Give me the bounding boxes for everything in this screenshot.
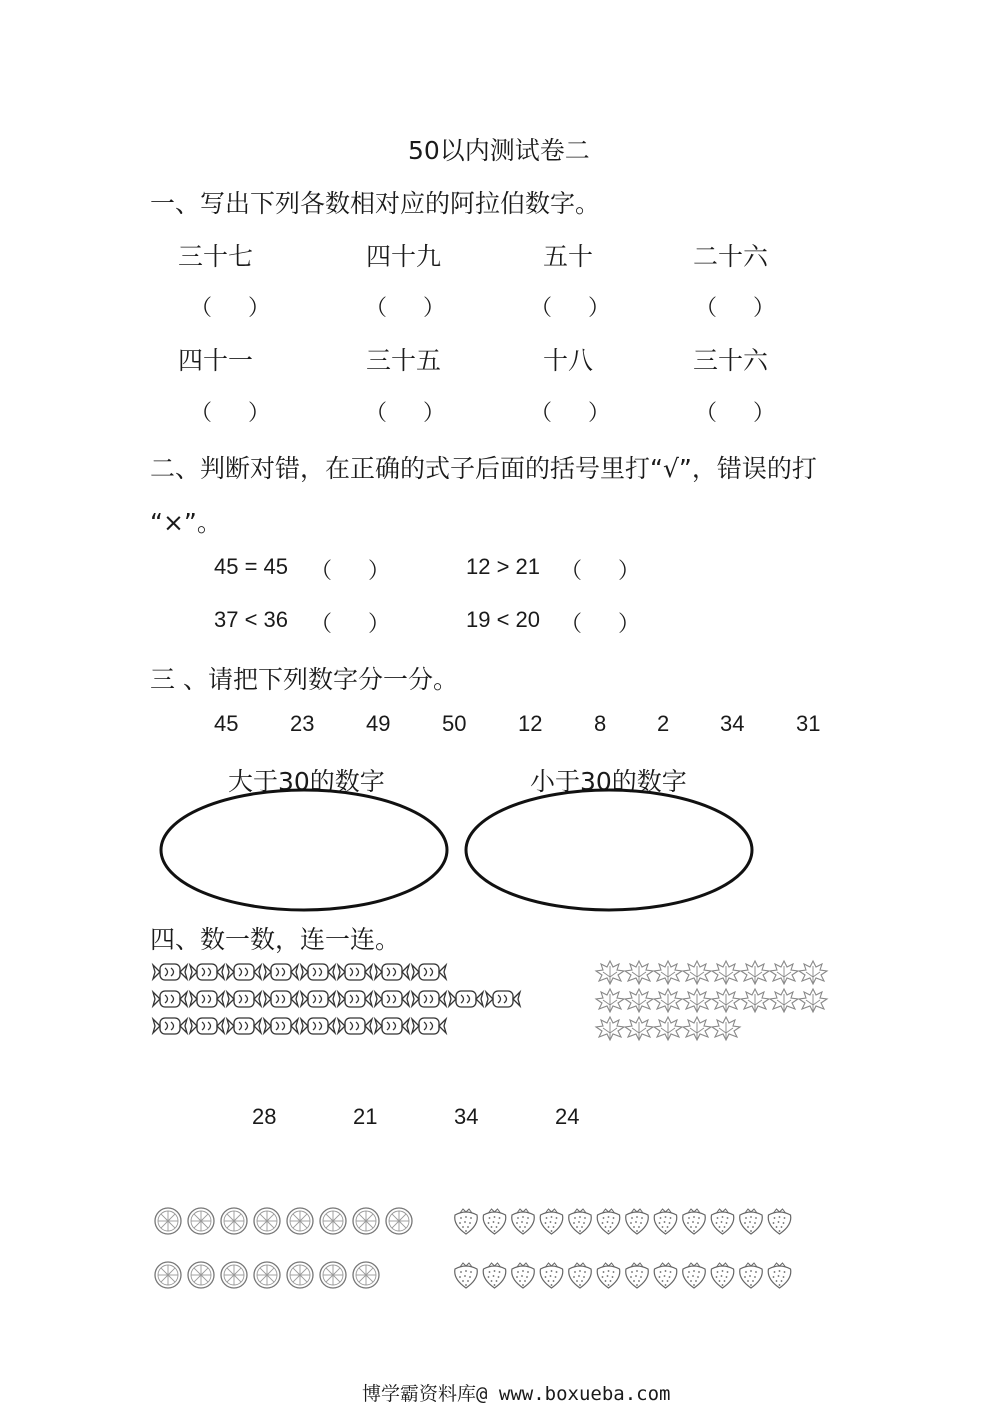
chinese-number: 五十 bbox=[543, 242, 594, 271]
leaf-icon bbox=[741, 989, 769, 1012]
leaf-icon bbox=[741, 961, 769, 984]
candy-icon bbox=[264, 991, 298, 1007]
page-title: 50以内测试卷二 bbox=[408, 136, 590, 165]
section-four-heading: 四、数一数，连一连。 bbox=[150, 925, 401, 954]
lemon-slice-icon bbox=[386, 1208, 412, 1234]
candy-icon bbox=[190, 991, 224, 1007]
leaf-icon bbox=[625, 961, 653, 984]
strawberry-icon bbox=[654, 1209, 677, 1234]
answer-blank[interactable]: （ ） bbox=[695, 401, 776, 426]
candy-icon bbox=[190, 1018, 224, 1034]
section-three-heading: 三 、请把下列数字分一分。 bbox=[150, 665, 458, 694]
leaf-icon bbox=[712, 989, 740, 1012]
leaf-icon bbox=[625, 989, 653, 1012]
chinese-number: 四十一 bbox=[178, 346, 254, 375]
leaf-icon bbox=[654, 961, 682, 984]
candy-icon bbox=[375, 1018, 409, 1034]
footer-watermark: 博学霸资料库@ www.boxueba.com bbox=[362, 1383, 671, 1405]
strawberry-icon bbox=[597, 1209, 620, 1234]
judgement-expression: 37 < 36 bbox=[214, 607, 289, 632]
leaf-icon bbox=[654, 989, 682, 1012]
sort-number[interactable]: 31 bbox=[796, 711, 821, 736]
candy-icon bbox=[338, 991, 372, 1007]
lemon-slice-icon bbox=[155, 1262, 181, 1288]
candy-icon bbox=[153, 991, 187, 1007]
strawberry-icon bbox=[540, 1263, 563, 1288]
candy-icon bbox=[301, 964, 335, 980]
lemon-slice-icon bbox=[221, 1262, 247, 1288]
strawberry-icon bbox=[768, 1209, 791, 1234]
strawberry-icon bbox=[569, 1209, 592, 1234]
match-number[interactable]: 24 bbox=[555, 1104, 580, 1129]
candy-icon bbox=[153, 964, 187, 980]
candy-icon bbox=[227, 1018, 261, 1034]
answer-blank[interactable]: （ ） bbox=[365, 401, 446, 426]
section-one-heading: 一、写出下列各数相对应的阿拉伯数字。 bbox=[150, 189, 601, 218]
sort-number[interactable]: 34 bbox=[720, 711, 745, 736]
leaf-icon bbox=[799, 961, 827, 984]
strawberry-icon bbox=[626, 1263, 649, 1288]
lemon-slice-icon bbox=[320, 1262, 346, 1288]
answer-blank[interactable]: （ ） bbox=[190, 401, 271, 426]
candy-icon bbox=[338, 964, 372, 980]
lemon-slice-icon bbox=[353, 1262, 379, 1288]
lemon-slice-icon bbox=[254, 1262, 280, 1288]
lemon-slice-icon bbox=[254, 1208, 280, 1234]
strawberry-icon bbox=[654, 1263, 677, 1288]
lemon-slice-icon bbox=[188, 1208, 214, 1234]
sort-number[interactable]: 2 bbox=[657, 711, 670, 736]
candy-icon bbox=[264, 1018, 298, 1034]
section-two-heading-cont: “×”。 bbox=[150, 508, 222, 537]
candy-icon bbox=[449, 991, 483, 1007]
candy-icon bbox=[486, 991, 520, 1007]
sort-number[interactable]: 8 bbox=[594, 711, 607, 736]
strawberry-icon bbox=[483, 1263, 506, 1288]
match-number[interactable]: 28 bbox=[252, 1104, 277, 1129]
lemon-slice-icon bbox=[320, 1208, 346, 1234]
chinese-number: 三十七 bbox=[178, 242, 254, 271]
candy-icon bbox=[412, 991, 446, 1007]
answer-blank[interactable]: （ ） bbox=[560, 612, 641, 637]
strawberry-icon bbox=[740, 1263, 763, 1288]
sort-number[interactable]: 50 bbox=[442, 711, 467, 736]
answer-blank[interactable]: （ ） bbox=[190, 296, 271, 321]
match-number[interactable]: 34 bbox=[454, 1104, 479, 1129]
section-two-heading: 二、判断对错，在正确的式子后面的括号里打“√”，错误的打 bbox=[150, 454, 817, 483]
candy-icon bbox=[227, 991, 261, 1007]
leaf-icon bbox=[625, 1017, 653, 1040]
sort-number[interactable]: 49 bbox=[366, 711, 391, 736]
answer-blank[interactable]: （ ） bbox=[530, 296, 611, 321]
chinese-number: 三十六 bbox=[693, 346, 769, 375]
candy-icon bbox=[301, 1018, 335, 1034]
lemon-slice-icon bbox=[287, 1262, 313, 1288]
leaf-icon bbox=[799, 989, 827, 1012]
strawberry-icon bbox=[483, 1209, 506, 1234]
leaf-icon bbox=[770, 989, 798, 1012]
strawberry-icon bbox=[455, 1263, 478, 1288]
answer-blank[interactable]: （ ） bbox=[695, 296, 776, 321]
lemon-slice-icon bbox=[353, 1208, 379, 1234]
strawberry-icon bbox=[740, 1209, 763, 1234]
strawberry-icon bbox=[540, 1209, 563, 1234]
lemon-slice-icon bbox=[155, 1208, 181, 1234]
candy-icon bbox=[301, 991, 335, 1007]
leaf-icon bbox=[770, 961, 798, 984]
candy-icon bbox=[375, 991, 409, 1007]
leaf-icon bbox=[683, 961, 711, 984]
strawberry-icon bbox=[512, 1209, 535, 1234]
greater-than-30-label: 大于30的数字 bbox=[228, 767, 385, 796]
strawberry-icon bbox=[683, 1209, 706, 1234]
leaf-icon bbox=[596, 989, 624, 1012]
candy-icon bbox=[338, 1018, 372, 1034]
sort-number[interactable]: 12 bbox=[518, 711, 543, 736]
candy-icon bbox=[264, 964, 298, 980]
sort-number[interactable]: 45 bbox=[214, 711, 239, 736]
answer-blank[interactable]: （ ） bbox=[560, 559, 641, 584]
candy-icon bbox=[227, 964, 261, 980]
leaf-icon bbox=[712, 1017, 740, 1040]
judgement-expression: 19 < 20 bbox=[466, 607, 541, 632]
lemon-slice-icon bbox=[188, 1262, 214, 1288]
leaf-icon bbox=[712, 961, 740, 984]
judgement-expression: 12 > 21 bbox=[466, 554, 541, 579]
answer-blank[interactable]: （ ） bbox=[365, 296, 446, 321]
candy-icon bbox=[153, 1018, 187, 1034]
candy-icon bbox=[375, 964, 409, 980]
judgement-expression: 45 = 45 bbox=[214, 554, 289, 579]
leaf-icon bbox=[654, 1017, 682, 1040]
chinese-number: 十八 bbox=[543, 346, 594, 375]
chinese-number: 四十九 bbox=[366, 242, 442, 271]
strawberry-icon bbox=[512, 1263, 535, 1288]
chinese-number: 三十五 bbox=[366, 346, 442, 375]
answer-blank[interactable]: （ ） bbox=[310, 559, 391, 584]
candy-icon bbox=[190, 964, 224, 980]
less-than-30-label: 小于30的数字 bbox=[530, 767, 687, 796]
strawberry-icon bbox=[768, 1263, 791, 1288]
strawberry-icon bbox=[597, 1263, 620, 1288]
strawberry-icon bbox=[683, 1263, 706, 1288]
match-number[interactable]: 21 bbox=[353, 1104, 378, 1129]
strawberry-icon bbox=[569, 1263, 592, 1288]
lemon-slice-icon bbox=[221, 1208, 247, 1234]
answer-blank[interactable]: （ ） bbox=[310, 612, 391, 637]
strawberry-icon bbox=[455, 1209, 478, 1234]
strawberry-icon bbox=[711, 1263, 734, 1288]
leaf-icon bbox=[683, 1017, 711, 1040]
chinese-number: 二十六 bbox=[693, 242, 769, 271]
leaf-icon bbox=[596, 1017, 624, 1040]
candy-icon bbox=[412, 964, 446, 980]
answer-blank[interactable]: （ ） bbox=[530, 401, 611, 426]
sort-number[interactable]: 23 bbox=[290, 711, 315, 736]
strawberry-icon bbox=[711, 1209, 734, 1234]
candy-icon bbox=[412, 1018, 446, 1034]
strawberry-icon bbox=[626, 1209, 649, 1234]
leaf-icon bbox=[683, 989, 711, 1012]
lemon-slice-icon bbox=[287, 1208, 313, 1234]
leaf-icon bbox=[596, 961, 624, 984]
